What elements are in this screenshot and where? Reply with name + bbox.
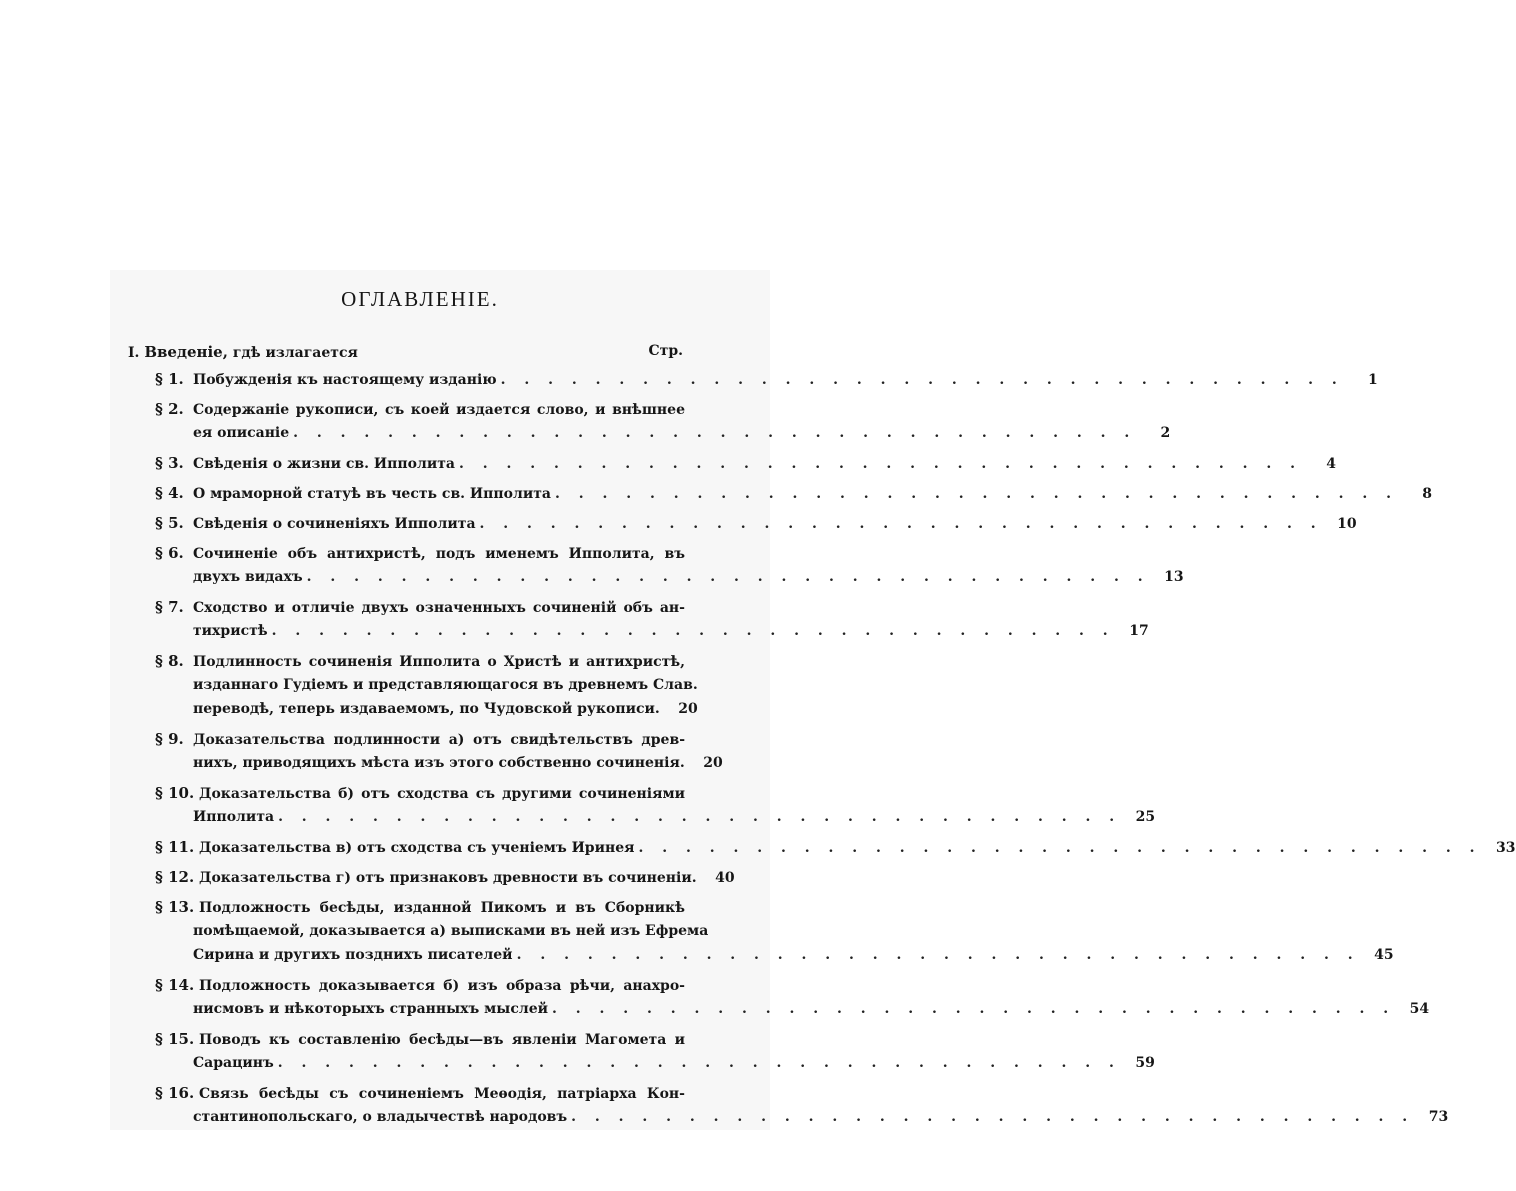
toc-line [155, 397, 685, 421]
toc-line [155, 943, 1394, 967]
dot-leader: . . . . . . . . . . . . . . . . . . . . . . . . . . . . . . . . . . . . [458, 456, 1303, 472]
page-number: 20 [678, 701, 698, 717]
section-number: § 3. [155, 454, 184, 472]
toc-text: Сирина и другихъ позднихъ писателей [193, 947, 513, 963]
toc-entry [155, 367, 1378, 391]
chapter-number: I. [128, 345, 140, 361]
toc-line [155, 619, 1149, 643]
toc-text: двухъ видахъ [193, 569, 303, 585]
toc-line [155, 565, 1184, 589]
toc-line [155, 367, 1378, 391]
toc-text: изданнаго Гудіемъ и представляющагося въ древнемъ Слав. [193, 677, 698, 693]
section-number: § 12. [155, 868, 195, 886]
section-number: § 4. [155, 484, 184, 502]
toc-entry [155, 865, 735, 889]
toc-line [155, 1105, 1449, 1129]
dot-leader: . . . . . . . . . . . . . . . . . . . . . . . . . . . . . . . . . . . . [306, 569, 1150, 585]
section-number: § 2. [155, 400, 184, 418]
dot-leader: . . . . . . . . . . . . . . . . . . . . . . . . . . . . . . . . . . . . [554, 486, 1399, 502]
toc-line [155, 1081, 685, 1105]
toc-text: переводѣ, теперь издаваемомъ, по Чудовской рукописи. [193, 701, 660, 717]
page-number: 17 [1129, 623, 1149, 639]
toc-text: Подлинность сочиненія Ипполита о Христѣ и антихристѣ, [193, 654, 685, 670]
toc-text: Побужденія къ настоящему изданію [193, 372, 497, 388]
dot-leader: . . . . . . . . . . . . . . . . . . . . . . . . . . . . . . . . . . . . [500, 372, 1344, 388]
toc-text: Связь бесѣды съ сочиненіемъ Меѳодія, патріарха Кон- [199, 1086, 685, 1102]
dot-leader: . . . . . . . . . . . . . . . . . . . . . . . . . . . . . . . . . . . . [638, 840, 1482, 856]
toc-line [155, 1027, 685, 1051]
toc-line [155, 865, 735, 889]
page-number: 10 [1337, 516, 1357, 532]
dot-leader: . . . . . . . . . . . . . . . . . . . . . . . . . . . . . . . . . . . . [479, 516, 1323, 532]
page-number: 20 [703, 755, 723, 771]
toc-text: тихристѣ [193, 623, 268, 639]
toc-line [155, 595, 685, 619]
toc-entry [155, 973, 1430, 1021]
page-number: 59 [1135, 1055, 1155, 1071]
toc-entry [155, 781, 1156, 829]
toc-line [155, 751, 723, 775]
toc-entry [155, 727, 723, 775]
toc-text: ея описаніе [193, 425, 290, 441]
page-number: 2 [1160, 425, 1171, 441]
toc-entry [155, 895, 1394, 967]
toc-line [155, 541, 685, 565]
toc-line [155, 727, 685, 751]
dot-leader: . . . . . . . . . . . . . . . . . . . . . . . . . . . . . . . . . . . . [271, 623, 1115, 639]
page-column-label: Стр. [648, 343, 683, 359]
toc-text: Доказательства б) отъ сходства съ другими сочиненіями [199, 786, 685, 802]
section-number: § 14. [155, 976, 195, 994]
dot-leader: . . . . . . . . . . . . . . . . . . . . . . . . . . . . . . . . . . . . [293, 425, 1137, 441]
toc-text: Сочиненіе объ антихристѣ, подъ именемъ Ипполита, въ [193, 546, 685, 562]
page-number: 13 [1164, 569, 1184, 585]
chapter-subtitle: гдѣ излагается [232, 345, 358, 361]
toc-line [155, 649, 685, 673]
page-number: 4 [1326, 456, 1337, 472]
toc-line [155, 481, 1433, 505]
toc-line [155, 697, 698, 721]
chapter-heading [128, 343, 683, 361]
dot-leader: . . . . . . . . . . . . . . . . . . . . . . . . . . . . . . . . . . . . [552, 1001, 1396, 1017]
page-title: ОГЛАВЛЕНІЕ. [341, 287, 499, 311]
toc-text: Доказательства г) отъ признаковъ древности въ сочиненіи. [199, 870, 697, 886]
page-number: 73 [1428, 1109, 1449, 1125]
toc-text: Доказательства в) отъ сходства съ ученіемъ Иринея [199, 840, 635, 856]
toc-text: Доказательства подлинности а) отъ свидѣтельствъ древ- [193, 732, 685, 748]
section-number: § 16. [155, 1084, 195, 1102]
toc-text: Ипполита [193, 809, 275, 825]
section-number: § 11. [155, 838, 195, 856]
toc-line [155, 781, 685, 805]
page-number: 8 [1422, 486, 1433, 502]
page-number: 1 [1367, 372, 1378, 388]
toc-line [155, 973, 685, 997]
section-number: § 15. [155, 1030, 195, 1048]
toc-text: Подложность бесѣды, изданной Пикомъ и въ Сборникѣ [199, 900, 685, 916]
toc-line [155, 997, 1430, 1021]
dot-leader: . . . . . . . . . . . . . . . . . . . . . . . . . . . . . . . . . . . . [278, 809, 1122, 825]
toc-text: стантинопольскаго, о владычествѣ народовъ [193, 1109, 568, 1125]
toc-entry [155, 481, 1433, 505]
chapter-title: Введеніе, [144, 343, 228, 361]
table-of-contents [155, 367, 1516, 1135]
toc-text: Сарацинъ [193, 1055, 274, 1071]
toc-line [155, 421, 1171, 445]
toc-line [155, 895, 685, 919]
section-number: § 10. [155, 784, 195, 802]
toc-text: Содержаніе рукописи, съ коей издается слово, и внѣшнее [193, 402, 685, 418]
toc-entry [155, 649, 698, 721]
toc-text: Свѣденія о сочиненіяхъ Ипполита [193, 516, 476, 532]
toc-text: Сходство и отличіе двухъ означенныхъ сочиненій объ ан- [193, 600, 685, 616]
toc-text: Поводъ къ составленію бесѣды—въ явленіи Магомета и [199, 1032, 685, 1048]
toc-text: О мраморной статуѣ въ честь св. Ипполита [193, 486, 551, 502]
dot-leader: . . . . . . . . . . . . . . . . . . . . . . . . . . . . . . . . . . . . [516, 947, 1360, 963]
toc-entry [155, 511, 1357, 535]
page-number: 33 [1496, 840, 1516, 856]
toc-entry [155, 595, 1149, 643]
toc-entry [155, 541, 1184, 589]
toc-text: помѣщаемой, доказывается а) выписками въ ней изъ Ефрема [193, 923, 709, 939]
toc-entry [155, 397, 1171, 445]
page-number: 40 [715, 870, 735, 886]
toc-line [155, 919, 709, 943]
section-number: § 6. [155, 544, 184, 562]
page-number: 54 [1409, 1001, 1430, 1017]
page-number: 45 [1374, 947, 1394, 963]
toc-line [155, 835, 1516, 859]
dot-leader: . . . . . . . . . . . . . . . . . . . . . . . . . . . . . . . . . . . . [277, 1055, 1121, 1071]
dot-leader: . . . . . . . . . . . . . . . . . . . . . . . . . . . . . . . . . . . . [571, 1109, 1415, 1125]
section-number: § 9. [155, 730, 184, 748]
toc-line [155, 805, 1156, 829]
toc-text: нисмовъ и нѣкоторыхъ странныхъ мыслей [193, 1001, 549, 1017]
toc-line [155, 451, 1337, 475]
toc-entry [155, 451, 1337, 475]
toc-entry [155, 1027, 1155, 1075]
section-number: § 1. [155, 370, 184, 388]
section-number: § 8. [155, 652, 184, 670]
section-number: § 7. [155, 598, 184, 616]
section-number: § 13. [155, 898, 195, 916]
page-number: 25 [1135, 809, 1156, 825]
section-number: § 5. [155, 514, 184, 532]
toc-entry [155, 1081, 1449, 1129]
toc-text: нихъ, приводящихъ мѣста изъ этого собственно сочиненія. [193, 755, 685, 771]
toc-line [155, 1051, 1155, 1075]
toc-line [155, 673, 698, 697]
toc-text: Подложность доказывается б) изъ образа рѣчи, анахро- [199, 978, 685, 994]
toc-text: Свѣденія о жизни св. Ипполита [193, 456, 455, 472]
toc-entry [155, 835, 1516, 859]
toc-line [155, 511, 1357, 535]
